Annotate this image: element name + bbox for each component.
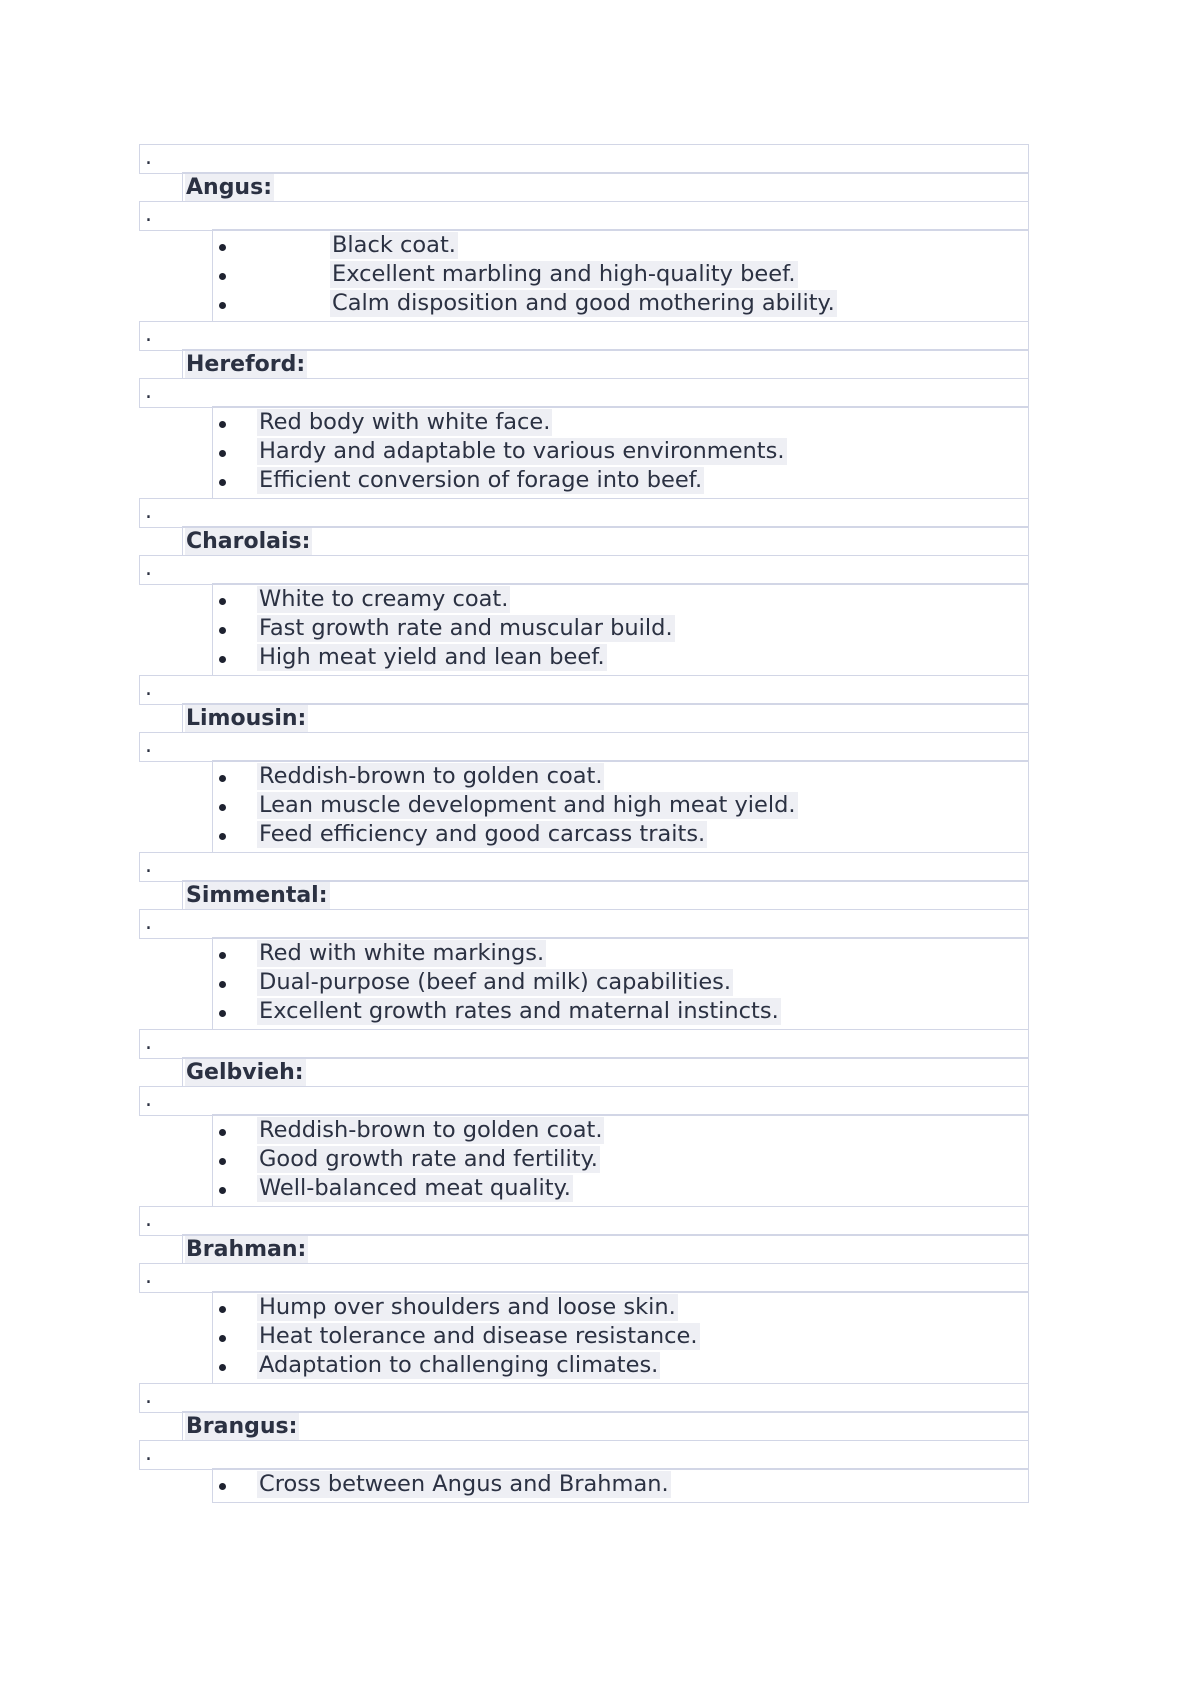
breed-heading bbox=[182, 1057, 1029, 1087]
bullet-icon bbox=[219, 627, 226, 634]
separator-row bbox=[139, 378, 1029, 408]
breed-section bbox=[139, 852, 1029, 1031]
list-item bbox=[213, 1323, 1028, 1352]
trait-text: Well-balanced meat quality. bbox=[259, 1175, 571, 1201]
list-item bbox=[213, 1117, 1028, 1146]
trait-text: High meat yield and lean beef. bbox=[259, 644, 605, 670]
trait-text: Excellent marbling and high-quality beef. bbox=[332, 261, 796, 287]
trait-list bbox=[212, 1114, 1029, 1207]
bullet-icon bbox=[219, 1306, 226, 1313]
breed-name: Simmental: bbox=[186, 883, 328, 908]
list-item bbox=[213, 644, 1028, 673]
trait-text: Black coat. bbox=[332, 232, 456, 258]
separator-row bbox=[139, 1029, 1029, 1059]
list-item bbox=[213, 763, 1028, 792]
bullet-icon bbox=[219, 775, 226, 782]
breed-heading bbox=[182, 880, 1029, 910]
list-item bbox=[213, 290, 1028, 319]
breed-heading bbox=[182, 526, 1029, 556]
bullet-icon bbox=[219, 1187, 226, 1194]
list-item bbox=[213, 615, 1028, 644]
trait-text: Hardy and adaptable to various environments. bbox=[259, 438, 785, 464]
bullet-icon bbox=[219, 273, 226, 280]
trait-text: Dual-purpose (beef and milk) capabilities. bbox=[259, 969, 732, 995]
breed-section bbox=[139, 1206, 1029, 1385]
trait-list bbox=[212, 1468, 1029, 1503]
breed-name: Brahman: bbox=[186, 1237, 307, 1262]
separator-dot: . bbox=[145, 1383, 152, 1409]
separator-row bbox=[139, 675, 1029, 705]
separator-dot: . bbox=[145, 909, 152, 935]
bullet-icon bbox=[219, 981, 226, 988]
trait-text: Efficient conversion of forage into beef. bbox=[259, 467, 703, 493]
trait-list bbox=[212, 229, 1029, 322]
separator-dot: . bbox=[145, 498, 152, 524]
bullet-icon bbox=[219, 302, 226, 309]
separator-row bbox=[139, 852, 1029, 882]
trait-text: Red body with white face. bbox=[259, 409, 551, 435]
breed-section bbox=[139, 498, 1029, 677]
separator-dot: . bbox=[145, 675, 152, 701]
list-item bbox=[213, 1175, 1028, 1204]
bullet-icon bbox=[219, 833, 226, 840]
list-item bbox=[213, 821, 1028, 850]
list-item bbox=[213, 467, 1028, 496]
trait-list bbox=[212, 583, 1029, 676]
list-item bbox=[213, 792, 1028, 821]
separator-row bbox=[139, 909, 1029, 939]
breed-name: Brangus: bbox=[186, 1414, 298, 1439]
trait-list bbox=[212, 1291, 1029, 1384]
separator-row bbox=[139, 1440, 1029, 1470]
trait-text: Reddish-brown to golden coat. bbox=[259, 1117, 603, 1143]
breed-name: Gelbvieh: bbox=[186, 1060, 304, 1085]
bullet-icon bbox=[219, 244, 226, 251]
breed-heading bbox=[182, 1411, 1029, 1441]
separator-row bbox=[139, 201, 1029, 231]
bullet-icon bbox=[219, 1010, 226, 1017]
document-body bbox=[139, 145, 1029, 1503]
list-item bbox=[213, 438, 1028, 467]
separator-dot: . bbox=[145, 1263, 152, 1289]
bullet-icon bbox=[219, 1483, 226, 1490]
trait-text: Hump over shoulders and loose skin. bbox=[259, 1294, 676, 1320]
trait-text: Adaptation to challenging climates. bbox=[259, 1352, 659, 1378]
list-item bbox=[213, 232, 1028, 261]
list-item bbox=[213, 969, 1028, 998]
trait-text: Calm disposition and good mothering ability. bbox=[332, 290, 835, 316]
separator-dot: . bbox=[145, 201, 152, 227]
separator-row bbox=[139, 1206, 1029, 1236]
trait-text: White to creamy coat. bbox=[259, 586, 509, 612]
trait-text: Excellent growth rates and maternal instincts. bbox=[259, 998, 779, 1024]
separator-row bbox=[139, 1086, 1029, 1116]
breed-section bbox=[139, 1383, 1029, 1504]
separator-dot: . bbox=[145, 732, 152, 758]
breed-section bbox=[139, 144, 1029, 323]
breed-heading bbox=[182, 703, 1029, 733]
separator-row bbox=[139, 1263, 1029, 1293]
separator-dot: . bbox=[145, 378, 152, 404]
breed-heading bbox=[182, 1234, 1029, 1264]
separator-row bbox=[139, 732, 1029, 762]
list-item bbox=[213, 586, 1028, 615]
trait-list bbox=[212, 760, 1029, 853]
breed-heading bbox=[182, 172, 1029, 202]
bullet-icon bbox=[219, 804, 226, 811]
trait-text: Feed efficiency and good carcass traits. bbox=[259, 821, 706, 847]
separator-row bbox=[139, 144, 1029, 174]
bullet-icon bbox=[219, 1158, 226, 1165]
trait-list bbox=[212, 937, 1029, 1030]
list-item bbox=[213, 1352, 1028, 1381]
bullet-icon bbox=[219, 421, 226, 428]
trait-text: Reddish-brown to golden coat. bbox=[259, 763, 603, 789]
trait-text: Cross between Angus and Brahman. bbox=[259, 1471, 669, 1497]
separator-dot: . bbox=[145, 321, 152, 347]
trait-text: Lean muscle development and high meat yield. bbox=[259, 792, 796, 818]
separator-row bbox=[139, 555, 1029, 585]
separator-row bbox=[139, 1383, 1029, 1413]
breed-name: Angus: bbox=[186, 175, 272, 200]
bullet-icon bbox=[219, 598, 226, 605]
separator-dot: . bbox=[145, 1029, 152, 1055]
breed-section bbox=[139, 1029, 1029, 1208]
separator-dot: . bbox=[145, 1206, 152, 1232]
list-item bbox=[213, 409, 1028, 438]
bullet-icon bbox=[219, 1335, 226, 1342]
separator-row bbox=[139, 321, 1029, 351]
trait-list bbox=[212, 406, 1029, 499]
breed-name: Hereford: bbox=[186, 352, 306, 377]
list-item bbox=[213, 261, 1028, 290]
list-item bbox=[213, 940, 1028, 969]
separator-dot: . bbox=[145, 144, 152, 170]
bullet-icon bbox=[219, 656, 226, 663]
trait-text: Fast growth rate and muscular build. bbox=[259, 615, 673, 641]
list-item bbox=[213, 1471, 1028, 1500]
bullet-icon bbox=[219, 1364, 226, 1371]
trait-text: Good growth rate and fertility. bbox=[259, 1146, 598, 1172]
bullet-icon bbox=[219, 952, 226, 959]
breed-name: Charolais: bbox=[186, 529, 311, 554]
bullet-icon bbox=[219, 1129, 226, 1136]
separator-row bbox=[139, 498, 1029, 528]
separator-dot: . bbox=[145, 1086, 152, 1112]
trait-text: Red with white markings. bbox=[259, 940, 545, 966]
bullet-icon bbox=[219, 479, 226, 486]
separator-dot: . bbox=[145, 555, 152, 581]
list-item bbox=[213, 998, 1028, 1027]
breed-section bbox=[139, 321, 1029, 500]
breed-heading bbox=[182, 349, 1029, 379]
list-item bbox=[213, 1294, 1028, 1323]
trait-text: Heat tolerance and disease resistance. bbox=[259, 1323, 698, 1349]
separator-dot: . bbox=[145, 1440, 152, 1466]
separator-dot: . bbox=[145, 852, 152, 878]
breed-section bbox=[139, 675, 1029, 854]
list-item bbox=[213, 1146, 1028, 1175]
breed-name: Limousin: bbox=[186, 706, 307, 731]
bullet-icon bbox=[219, 450, 226, 457]
